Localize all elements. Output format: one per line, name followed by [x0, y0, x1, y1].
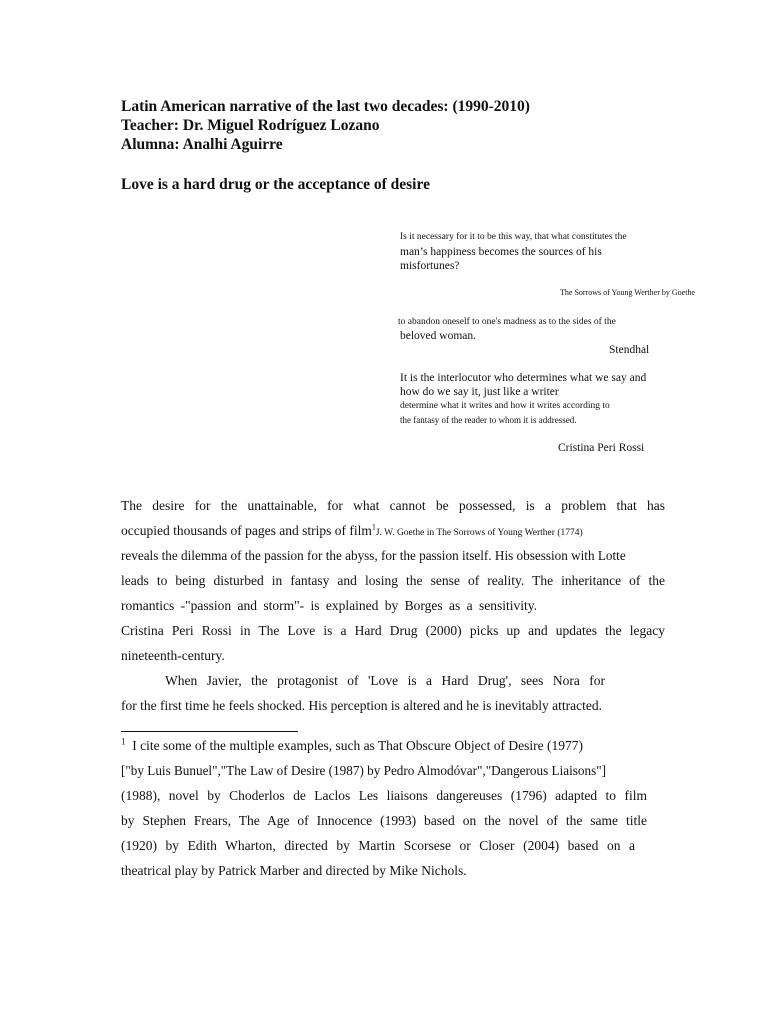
epigraph-1-line-3: misfortunes?: [400, 260, 460, 272]
footnote-ref-1: 1: [371, 522, 376, 532]
footnote-line-4: by Stephen Frears, The Age of Innocence (1993) based on the novel of the same title: [121, 813, 647, 828]
footnote-line-6: theatrical play by Patrick Marber and directed by Mike Nichols.: [121, 863, 467, 878]
body-line-2: [121, 523, 665, 539]
body-line-5: romantics -"passion and storm"- is explained by Borges as a sensitivity.: [121, 598, 537, 613]
epigraph-1-line-1: Is it necessary for it to be this way, that what constitutes the: [400, 232, 627, 242]
epigraph-1-source: The Sorrows of Young Werther by Goethe: [560, 288, 695, 297]
body-line-6: Cristina Peri Rossi in The Love is a Hard Drug (2000) picks up and updates the legacy: [121, 623, 665, 638]
footnote-separator: [121, 731, 298, 732]
body-line-2-text: occupied thousands of pages and strips of film: [121, 523, 372, 538]
epigraph-2-line-2: beloved woman.: [400, 330, 477, 342]
epigraph-3-line-2: how do we say it, just like a writer: [400, 386, 559, 398]
body-line-4: leads to being disturbed in fantasy and losing the sense of reality. The inheritance of the: [121, 573, 665, 588]
course-title: Latin American narrative of the last two decades: (1990-2010): [121, 98, 530, 115]
body-line-1: The desire for the unattainable, for what cannot be possessed, is a problem that has: [121, 498, 665, 513]
student-line: Alumna: Analhi Aguirre: [121, 136, 283, 153]
footnote-line-5: (1920) by Edith Wharton, directed by Martin Scorsese or Closer (2004) based on a: [121, 838, 635, 853]
epigraph-3-source: Cristina Peri Rossi: [558, 442, 645, 454]
body-line-9: for the first time he feels shocked. His perception is altered and he is inevitably attracted.: [121, 698, 602, 713]
teacher-line: Teacher: Dr. Miguel Rodríguez Lozano: [121, 117, 380, 134]
footnote-line-3: (1988), novel by Choderlos de Laclos Les liaisons dangereuses (1796) adapted to film: [121, 788, 647, 803]
epigraph-3-line-1: It is the interlocutor who determines what we say and: [400, 372, 647, 384]
essay-title: Love is a hard drug or the acceptance of desire: [121, 176, 430, 193]
footnote-line-1: [121, 738, 647, 754]
footnote-line-1-text: I cite some of the multiple examples, such as That Obscure Object of Desire (1977): [132, 738, 583, 753]
body-line-3: reveals the dilemma of the passion for the abyss, for the passion itself. His obsession with Lotte: [121, 548, 626, 563]
body-line-2-goethe: J. W. Goethe in The Sorrows of Young Werther (1774): [375, 528, 583, 538]
footnote-mark: 1: [121, 736, 126, 747]
epigraph-3-line-3: determine what it writes and how it writes according to: [400, 401, 610, 411]
epigraph-3-line-4: the fantasy of the reader to whom it is addressed.: [400, 415, 577, 425]
epigraph-2-line-1: to abandon oneself to one's madness as to the sides of the: [398, 317, 616, 327]
body-line-8: When Javier, the protagonist of 'Love is a Hard Drug', sees Nora for: [165, 673, 605, 688]
footnote-line-2: ["by Luis Bunuel","The Law of Desire (1987) by Pedro Almodóvar","Dangerous Liaisons"]: [121, 763, 606, 778]
epigraph-1-line-2: man’s happiness becomes the sources of his: [400, 246, 602, 258]
body-line-7: nineteenth-century.: [121, 648, 225, 663]
epigraph-2-source: Stendhal: [609, 344, 650, 356]
